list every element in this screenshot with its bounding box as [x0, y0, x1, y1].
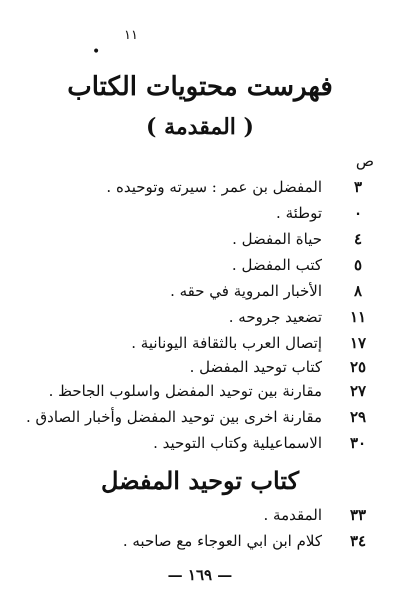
- entry-title: إتصال العرب بالثقافة اليونانية .: [131, 334, 322, 352]
- entry-title: الأخبار المروية في حقه .: [170, 282, 322, 300]
- list-item: [20, 358, 400, 384]
- list-item: [20, 282, 400, 308]
- entry-title: كلام ابن ابي العوجاء مع صاحبه .: [122, 532, 322, 550]
- entry-page-number: ١١: [349, 308, 367, 326]
- page-subtitle: ( المقدمة ): [146, 114, 254, 140]
- entry-title: توطئة .: [276, 204, 322, 222]
- list-item: [20, 308, 400, 334]
- list-item: [20, 334, 400, 360]
- list-item: [20, 506, 400, 532]
- entry-title: كتب المفضل .: [231, 256, 322, 274]
- section-title: كتاب توحيد المفضل: [100, 466, 300, 495]
- entry-page-number: ٤: [353, 230, 363, 248]
- entry-title: كتاب توحيد المفضل .: [189, 358, 322, 376]
- list-item: [20, 382, 400, 408]
- entry-page-number: ٥: [353, 256, 363, 274]
- page-number-footer: — ١٦٩ —: [167, 566, 233, 584]
- entry-page-number: ٣٣: [349, 506, 367, 524]
- entry-title: مقارنة بين توحيد المفضل واسلوب الجاحظ .: [48, 382, 322, 400]
- entry-page-number: ٣٤: [349, 532, 367, 550]
- list-item: [20, 532, 400, 558]
- list-item: [20, 408, 400, 434]
- page-column-header: ص: [355, 152, 374, 170]
- list-item: [20, 178, 400, 204]
- entry-page-number: ٠: [353, 204, 363, 222]
- entry-title: المفضل بن عمر : سيرته وتوحيده .: [106, 178, 322, 196]
- entry-title: حياة المفضل .: [232, 230, 322, 248]
- entry-page-number: ٢٥: [349, 358, 367, 376]
- entry-page-number: ٣٠: [349, 434, 367, 452]
- entry-title: المقدمة .: [263, 506, 322, 524]
- entry-page-number: ٣: [353, 178, 363, 196]
- entry-page-number: ٢٩: [349, 408, 367, 426]
- top-mark: ١١: [124, 28, 138, 43]
- entry-title: الاسماعيلية وكتاب التوحيد .: [153, 434, 322, 452]
- entry-page-number: ٢٧: [349, 382, 367, 400]
- list-item: [20, 256, 400, 282]
- ink-dot: •: [92, 44, 101, 60]
- list-item: [20, 204, 400, 230]
- entry-page-number: ٨: [353, 282, 363, 300]
- entry-title: مقارنة اخرى بين توحيد المفضل وأخبار الصادق .: [26, 408, 322, 426]
- list-item: [20, 434, 400, 460]
- page-title: فهرست محتويات الكتاب: [67, 72, 333, 102]
- list-item: [20, 230, 400, 256]
- entry-title: تضعيد جروحه .: [228, 308, 322, 326]
- entry-page-number: ١٧: [349, 334, 367, 352]
